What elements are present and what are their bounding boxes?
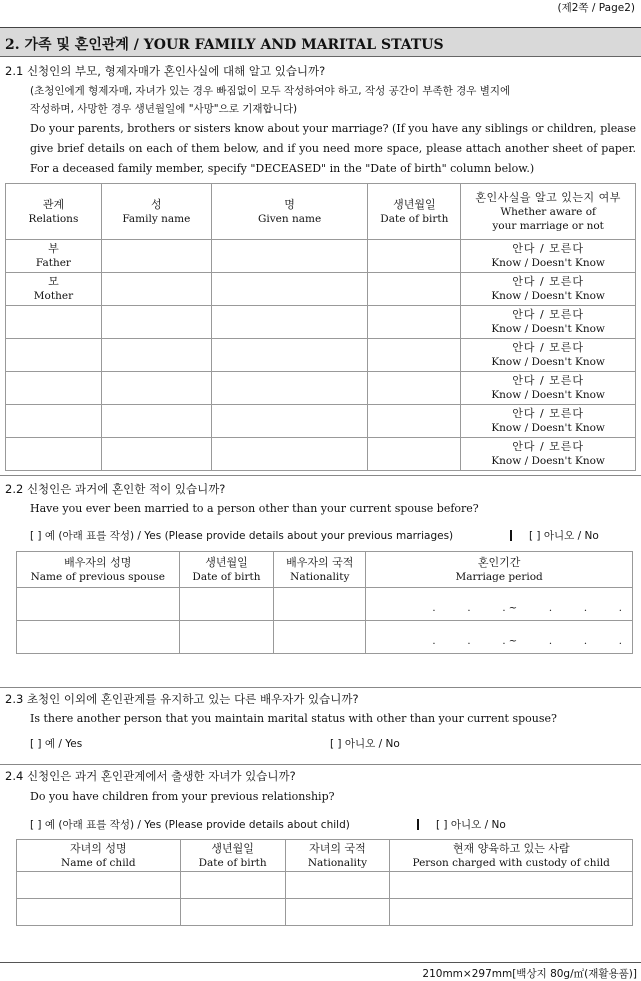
dob-cell[interactable]: [368, 405, 461, 438]
table-row: [17, 872, 633, 899]
dob-cell[interactable]: [368, 339, 461, 372]
table-row: [17, 588, 633, 621]
dob-cell[interactable]: [368, 273, 461, 306]
section-header: [0, 27, 641, 57]
header-spouse-dob: 생년월일 Date of birth: [179, 552, 274, 588]
given-name-cell[interactable]: [211, 405, 368, 438]
q21-note-en: Do your parents, brothers or sisters know about your marriage? (If you have any siblings or children, please give brief details on each of them below, and if you need more space, please attach another sheet of paper. For a deceased family member, specify "DECEASED" in the "Date of birth" column below.): [30, 122, 636, 175]
family-name-cell[interactable]: [101, 240, 211, 273]
family-name-cell[interactable]: [101, 372, 211, 405]
dob-cell[interactable]: [368, 306, 461, 339]
given-name-cell[interactable]: [211, 273, 368, 306]
marriage-period-cell[interactable]: [366, 621, 633, 654]
option-separator: [510, 530, 512, 541]
relation-cell[interactable]: [6, 438, 102, 471]
header-aware: 혼인사실을 알고 있는지 여부 Whether aware of your marriage or not: [461, 184, 636, 240]
option-separator: [417, 819, 419, 830]
custody-cell[interactable]: [390, 872, 633, 899]
child-dob-cell[interactable]: [180, 899, 285, 926]
relation-cell: 모 Mother: [6, 273, 102, 306]
q24-question-en: Do you have children from your previous relationship?: [30, 790, 335, 803]
child-name-cell[interactable]: [17, 899, 181, 926]
marriage-period-cell[interactable]: [366, 588, 633, 621]
table-row: [6, 372, 636, 405]
q22-yes-checkbox[interactable]: [ ] 예 (아래 표를 작성) / Yes (Please provide details about your previous marriages): [30, 530, 454, 542]
q23-question-ko: 2.3 초청인 이외에 혼인관계를 유지하고 있는 다른 배우자가 있습니까?: [5, 692, 359, 706]
given-name-cell[interactable]: [211, 306, 368, 339]
aware-cell[interactable]: 안다 / 모른다 Know / Doesn't Know: [461, 240, 636, 273]
family-name-cell[interactable]: [101, 405, 211, 438]
q22-question-ko: 2.2 신청인은 과거에 혼인한 적이 있습니까?: [5, 482, 226, 496]
header-date-of-birth: 생년월일 Date of birth: [368, 184, 461, 240]
table-row: [6, 339, 636, 372]
spouse-nationality-cell[interactable]: [274, 588, 366, 621]
family-name-cell[interactable]: [101, 339, 211, 372]
header-given-name: 명 Given name: [211, 184, 368, 240]
q22-no-checkbox[interactable]: [ ] 아니오 / No: [529, 530, 599, 542]
marriage-period-template: . . . ~ . . .: [432, 603, 622, 614]
header-spouse-name: 배우자의 성명 Name of previous spouse: [17, 552, 180, 588]
header-family-name: 성 Family name: [101, 184, 211, 240]
section-title: 2. 가족 및 혼인관계 / YOUR FAMILY AND MARITAL STATUS: [5, 37, 444, 53]
dob-cell[interactable]: [368, 240, 461, 273]
custody-cell[interactable]: [390, 899, 633, 926]
table-row: [6, 306, 636, 339]
child-nationality-cell[interactable]: [285, 899, 390, 926]
header-custody: 현재 양육하고 있는 사람 Person charged with custody of child: [390, 840, 633, 872]
marriage-table-header: [17, 552, 633, 588]
header-child-dob: 생년월일 Date of birth: [180, 840, 285, 872]
table-row: [17, 899, 633, 926]
q24-question-ko: 2.4 신청인은 과거 혼인관계에서 출생한 자녀가 있습니까?: [5, 769, 296, 783]
relation-cell[interactable]: [6, 372, 102, 405]
children-table: [16, 839, 633, 926]
spouse-dob-cell[interactable]: [179, 621, 274, 654]
header-child-name: 자녀의 성명 Name of child: [17, 840, 181, 872]
spouse-name-cell[interactable]: [17, 588, 180, 621]
spouse-name-cell[interactable]: [17, 621, 180, 654]
q23-question-en: Is there another person that you maintain marital status with other than your current spouse?: [30, 712, 557, 725]
table-row: [17, 621, 633, 654]
children-table-header: [17, 840, 633, 872]
family-table: [5, 183, 636, 471]
table-row: [6, 273, 636, 306]
family-name-cell[interactable]: [101, 438, 211, 471]
divider: [0, 475, 641, 476]
page-number: (제2쪽 / Page2): [557, 2, 635, 14]
given-name-cell[interactable]: [211, 240, 368, 273]
child-nationality-cell[interactable]: [285, 872, 390, 899]
header-spouse-nationality: 배우자의 국적 Nationality: [274, 552, 366, 588]
aware-cell[interactable]: 안다 / 모른다 Know / Doesn't Know: [461, 339, 636, 372]
q22-question-en: Have you ever been married to a person other than your current spouse before?: [30, 502, 479, 515]
child-name-cell[interactable]: [17, 872, 181, 899]
divider: [0, 764, 641, 765]
relation-cell: 부 Father: [6, 240, 102, 273]
aware-cell[interactable]: 안다 / 모른다 Know / Doesn't Know: [461, 273, 636, 306]
q21-question-ko: 2.1 신청인의 부모, 형제자매가 혼인사실에 대해 알고 있습니까?: [5, 64, 326, 78]
given-name-cell[interactable]: [211, 438, 368, 471]
relation-cell[interactable]: [6, 405, 102, 438]
dob-cell[interactable]: [368, 372, 461, 405]
family-name-cell[interactable]: [101, 273, 211, 306]
header-relations: 관계 Relations: [6, 184, 102, 240]
q24-no-checkbox[interactable]: [ ] 아니오 / No: [436, 819, 506, 831]
previous-marriage-table: [16, 551, 633, 654]
table-row: [6, 240, 636, 273]
given-name-cell[interactable]: [211, 339, 368, 372]
family-name-cell[interactable]: [101, 306, 211, 339]
q24-yes-checkbox[interactable]: [ ] 예 (아래 표를 작성) / Yes (Please provide details about child): [30, 819, 350, 831]
q23-no-checkbox[interactable]: [ ] 아니오 / No: [330, 738, 400, 750]
q23-yes-checkbox[interactable]: [ ] 예 / Yes: [30, 738, 83, 750]
marriage-period-template: . . . ~ . . .: [432, 636, 622, 647]
child-dob-cell[interactable]: [180, 872, 285, 899]
spouse-dob-cell[interactable]: [179, 588, 274, 621]
spouse-nationality-cell[interactable]: [274, 621, 366, 654]
relation-cell[interactable]: [6, 306, 102, 339]
family-table-header: [6, 184, 636, 240]
given-name-cell[interactable]: [211, 372, 368, 405]
table-row: [6, 438, 636, 471]
aware-cell[interactable]: 안다 / 모른다 Know / Doesn't Know: [461, 438, 636, 471]
dob-cell[interactable]: [368, 438, 461, 471]
aware-cell[interactable]: 안다 / 모른다 Know / Doesn't Know: [461, 306, 636, 339]
header-child-nationality: 자녀의 국적 Nationality: [285, 840, 390, 872]
paper-spec-footer: 210mm×297mm[백상지 80g/㎡(재활용품)]: [422, 968, 637, 980]
q21-note-ko-1: (초청인에게 형제자매, 자녀가 있는 경우 빠짐없이 모두 작성하여야 하고, 작성 공간이 부족한 경우 별지에: [30, 85, 511, 97]
header-marriage-period: 혼인기간 Marriage period: [366, 552, 633, 588]
q21-note-ko-2: 작성하며, 사망한 경우 생년월일에 "사망"으로 기재합니다): [30, 103, 298, 115]
relation-cell[interactable]: [6, 339, 102, 372]
divider: [0, 687, 641, 688]
aware-cell[interactable]: 안다 / 모른다 Know / Doesn't Know: [461, 372, 636, 405]
aware-cell[interactable]: 안다 / 모른다 Know / Doesn't Know: [461, 405, 636, 438]
table-row: [6, 405, 636, 438]
divider: [0, 962, 641, 963]
